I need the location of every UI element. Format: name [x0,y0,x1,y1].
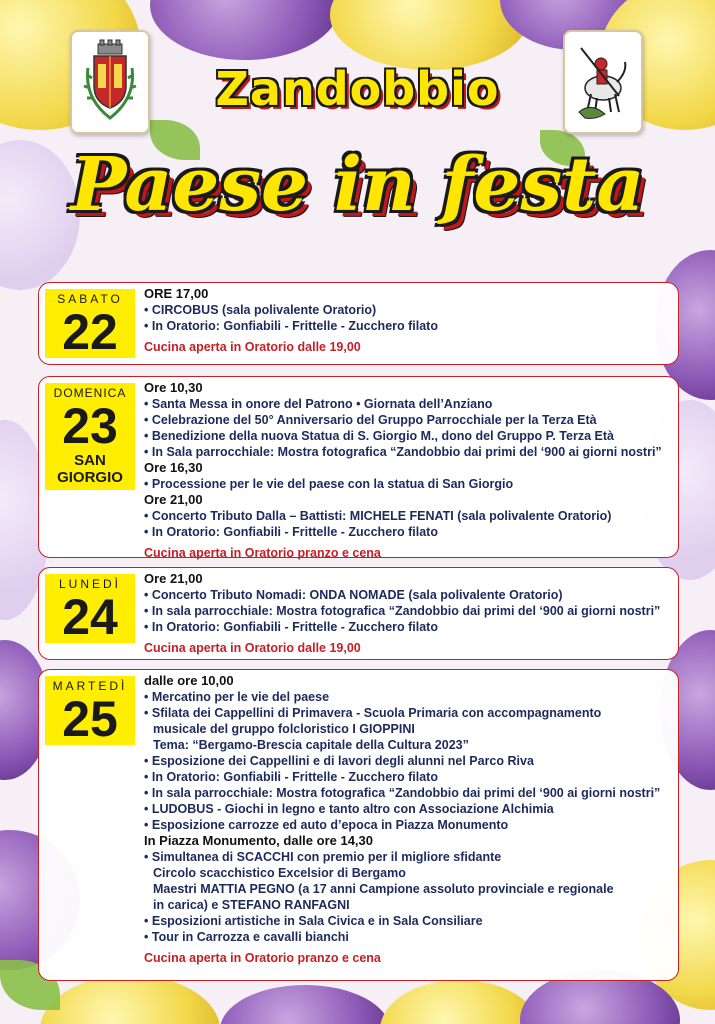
time-heading: Ore 21,00 [144,571,203,586]
schedule-item: • In sala parrocchiale: Mostra fotografica “Zandobbio dai primi del ‘900 ai giorni nostri” [144,603,672,619]
day-number: 25 [62,691,118,747]
kitchen-note: Cucina aperta in Oratorio pranzo e cena [144,951,381,965]
day-number: 24 [62,589,118,645]
schedule-item: • In Sala parrocchiale: Mostra fotografica “Zandobbio dai primi del ‘900 ai giorni nostri” [144,444,672,460]
time-heading: Ore 21,00 [144,492,203,507]
town-coat-of-arms [70,30,150,134]
day-schedule [144,571,672,656]
time-heading: In Piazza Monumento, dalle ore 14,30 [144,833,374,848]
day-card-25 [38,669,679,981]
schedule-item: • Concerto Tributo Nomadi: ONDA NOMADE (sala polivalente Oratorio) [144,587,672,603]
schedule-item: • Esposizione carrozze ed auto d’epoca in Piazza Monumento [144,817,672,833]
day-schedule [144,673,672,966]
time-heading: ORE 17,00 [144,286,209,301]
schedule-item: • Processione per le vie del paese con la statua di San Giorgio [144,476,672,492]
day-name: LUNEDÌ [58,577,121,591]
schedule-item: musicale del gruppo folcloristico I GIOPPINI [153,722,415,736]
day-schedule [144,380,672,561]
day-card-22 [38,282,679,365]
schedule-item: Tema: “Bergamo-Brescia capitale della Cultura 2023” [153,738,469,752]
day-number: 23 [62,398,118,454]
schedule-item: • Tour in Carrozza e cavalli bianchi [144,929,672,945]
time-heading: dalle ore 10,00 [144,673,234,688]
schedule-item: • Sfilata dei Cappellini di Primavera - Scuola Primaria con accompagnamento [144,705,672,721]
day-number: 22 [62,304,118,360]
time-heading: Ore 10,30 [144,380,203,395]
schedule-item: • CIRCOBUS (sala polivalente Oratorio) [144,302,672,318]
kitchen-note: Cucina aperta in Oratorio pranzo e cena [144,546,381,560]
day-card-23 [38,376,679,558]
schedule-item: • In Oratorio: Gonfiabili - Frittelle - Zucchero filato [144,619,672,635]
town-name: Zandobbio [215,62,500,116]
day-card-24 [38,567,679,660]
schedule-item: Circolo scacchistico Excelsior di Bergamo [153,866,406,880]
schedule-item: • Concerto Tributo Dalla – Battisti: MICHELE FENATI (sala polivalente Oratorio) [144,508,672,524]
schedule-item: • Benedizione della nuova Statua di S. Giorgio M., dono del Gruppo P. Terza Età [144,428,672,444]
schedule-item: • Esposizione dei Cappellini e di lavori degli alunni nel Parco Riva [144,753,672,769]
time-heading: Ore 16,30 [144,460,203,475]
kitchen-note: Cucina aperta in Oratorio dalle 19,00 [144,641,361,655]
day-badge [45,383,135,490]
schedule-item: • In sala parrocchiale: Mostra fotografica “Zandobbio dai primi del ‘900 ai giorni nostri” [144,785,672,801]
day-badge [45,289,135,358]
schedule-item: • Santa Messa in onore del Patrono • Giornata dell’Anziano [144,396,672,412]
day-badge [45,676,135,745]
saint-george-and-dragon-icon [571,38,635,126]
day-name: MARTEDÌ [52,679,128,693]
saint-name: SAN GIORGIO [57,452,123,486]
day-name: DOMENICA [53,386,127,400]
town-coat-of-arms-icon [78,38,142,126]
schedule-item: • Celebrazione del 50° Anniversario del Gruppo Parrocchiale per la Terza Età [144,412,672,428]
schedule-item: • Mercatino per le vie del paese [144,689,672,705]
schedule-item: • In Oratorio: Gonfiabili - Frittelle - Zucchero filato [144,769,672,785]
day-schedule [144,286,672,355]
schedule-item: • Esposizioni artistiche in Sala Civica e in Sala Consiliare [144,913,672,929]
day-badge [45,574,135,643]
kitchen-note: Cucina aperta in Oratorio dalle 19,00 [144,340,361,354]
event-title: Paese in festa [70,142,645,228]
schedule-item: • LUDOBUS - Giochi in legno e tanto altro con Associazione Alchimia [144,801,672,817]
schedule-item: • In Oratorio: Gonfiabili - Frittelle - Zucchero filato [144,318,672,334]
schedule-item: • Simultanea di SCACCHI con premio per il migliore sfidante [144,849,672,865]
saint-george-emblem [563,30,643,134]
schedule-item: in carica) e STEFANO RANFAGNI [153,898,350,912]
schedule-item: • In Oratorio: Gonfiabili - Frittelle - Zucchero filato [144,524,672,540]
day-name: SABATO [57,292,123,306]
schedule-item: Maestri MATTIA PEGNO (a 17 anni Campione assoluto provinciale e regionale [153,882,614,896]
